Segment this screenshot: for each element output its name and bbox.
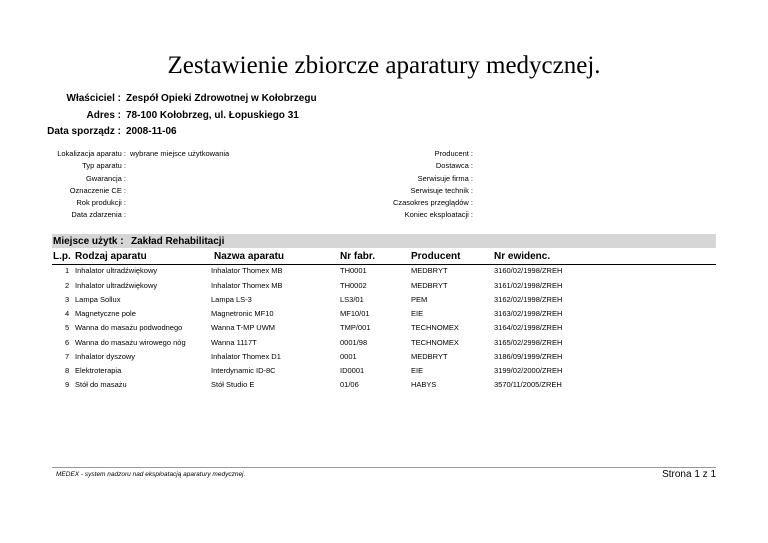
cell-name: Lampa LS-3 [211,295,252,304]
cell-type: Inhalator ultradźwiękowy [75,281,158,290]
date-value: 2008-11-06 [126,126,177,137]
cell-name: Magnetronic MF10 [211,309,274,318]
page-number: Strona 1 z 1 [662,469,716,480]
filter-event-date-label: Data zdarzenia : [71,210,126,219]
footer-note: MEDEX - system nadzoru nad eksploatacją aparatury medycznej. [56,471,246,478]
cell-type: Elektroterapia [75,366,122,375]
filter-supplier-label: Dostawca : [435,161,473,170]
column-serial: Nr fabr. [340,251,376,262]
filter-service-company-label: Serwisuje firma : [417,174,473,183]
cell-type: Inhalator ultradźwiękowy [75,266,158,275]
cell-record: 3199/02/2000/ZREH [494,366,563,375]
date-label: Data sporządz : [47,126,121,137]
owner-label: Właściciel : [66,93,121,104]
cell-name: Interdynamic ID-8C [211,366,276,375]
cell-producer: EIE [411,366,424,375]
header-divider [52,264,716,265]
cell-lp: 4 [65,309,70,318]
cell-name: Inhalator Thomex MB [211,281,283,290]
cell-lp: 7 [65,352,70,361]
filter-service-technician-label: Serwisuje technik : [410,186,473,195]
cell-producer: MEDBRYT [411,281,448,290]
cell-lp: 8 [65,366,70,375]
cell-type: Wanna do masażu wirowego nóg [75,338,186,347]
address-label: Adres : [86,110,121,121]
cell-type: Magnetyczne pole [75,309,136,318]
cell-name: Inhalator Thomex MB [211,266,283,275]
filter-ce-label: Oznaczenie CE : [69,186,126,195]
cell-producer: EIE [411,309,424,318]
cell-producer: MEDBRYT [411,352,448,361]
filter-end-of-use-label: Koniec eksploatacji : [404,210,473,219]
cell-type: Wanna do masażu podwodnego [75,323,183,332]
cell-type: Stół do masażu [75,380,127,389]
cell-producer: HABYS [411,380,437,389]
cell-record: 3570/11/2005/ZREH [494,380,562,389]
cell-name: Wanna 1117T [211,338,257,347]
cell-serial: TH0002 [340,281,367,290]
cell-serial: LS3/01 [340,295,364,304]
filter-type-label: Typ aparatu : [82,161,126,170]
section-label: Miejsce użytk : [53,236,124,247]
cell-lp: 9 [65,380,70,389]
cell-lp: 6 [65,338,70,347]
cell-record: 3164/02/1998/ZREH [494,323,563,332]
cell-producer: TECHNOMEX [411,338,459,347]
cell-type: Lampa Sollux [75,295,121,304]
filter-inspection-period-label: Czasokres przeglądów : [392,198,473,207]
cell-type: Inhalator dyszowy [75,352,136,361]
cell-serial: 0001/98 [340,338,368,347]
cell-record: 3165/02/2998/ZREH [494,338,563,347]
cell-serial: TMP/001 [340,323,371,332]
filter-location-value: wybrane miejsce użytkowania [130,149,230,158]
cell-producer: MEDBRYT [411,266,448,275]
owner-value: Zespół Opieki Zdrowotnej w Kołobrzegu [126,93,317,104]
cell-record: 3160/02/1998/ZREH [494,266,563,275]
document-title: Zestawienie zbiorcze aparatury medycznej. [167,52,601,79]
column-lp: L.p. [53,251,71,262]
column-name: Nazwa aparatu [214,251,285,262]
cell-serial: ID0001 [340,366,365,375]
cell-record: 3186/09/1999/ZREH [494,352,563,361]
filter-producer-label: Producent : [434,149,473,158]
cell-name: Inhalator Thomex D1 [211,352,281,361]
cell-record: 3161/02/1998/ZREH [494,281,563,290]
column-type: Rodzaj aparatu [75,251,147,262]
column-producer: Producent [411,251,461,262]
cell-lp: 2 [65,281,70,290]
footer-divider [52,467,716,468]
cell-serial: MF10/01 [340,309,370,318]
filter-year-label: Rok produkcji : [76,198,126,207]
cell-serial: 0001 [340,352,357,361]
cell-serial: 01/06 [340,380,359,389]
cell-name: Stół Studio E [211,380,255,389]
section-value: Zakład Rehabilitacji [131,236,225,247]
cell-lp: 5 [65,323,70,332]
cell-name: Wanna T-MP UWM [211,323,276,332]
filter-warranty-label: Gwarancja : [85,174,126,183]
cell-producer: TECHNOMEX [411,323,459,332]
address-value: 78-100 Kołobrzeg, ul. Łopuskiego 31 [126,110,299,121]
cell-producer: PEM [411,295,428,304]
cell-lp: 3 [65,295,70,304]
filter-location-label: Lokalizacja aparatu : [57,149,126,158]
cell-serial: TH0001 [340,266,367,275]
cell-record: 3162/02/1998/ZREH [494,295,563,304]
cell-lp: 1 [65,266,70,275]
cell-record: 3163/02/1998/ZREH [494,309,563,318]
column-record: Nr ewidenc. [494,251,551,262]
